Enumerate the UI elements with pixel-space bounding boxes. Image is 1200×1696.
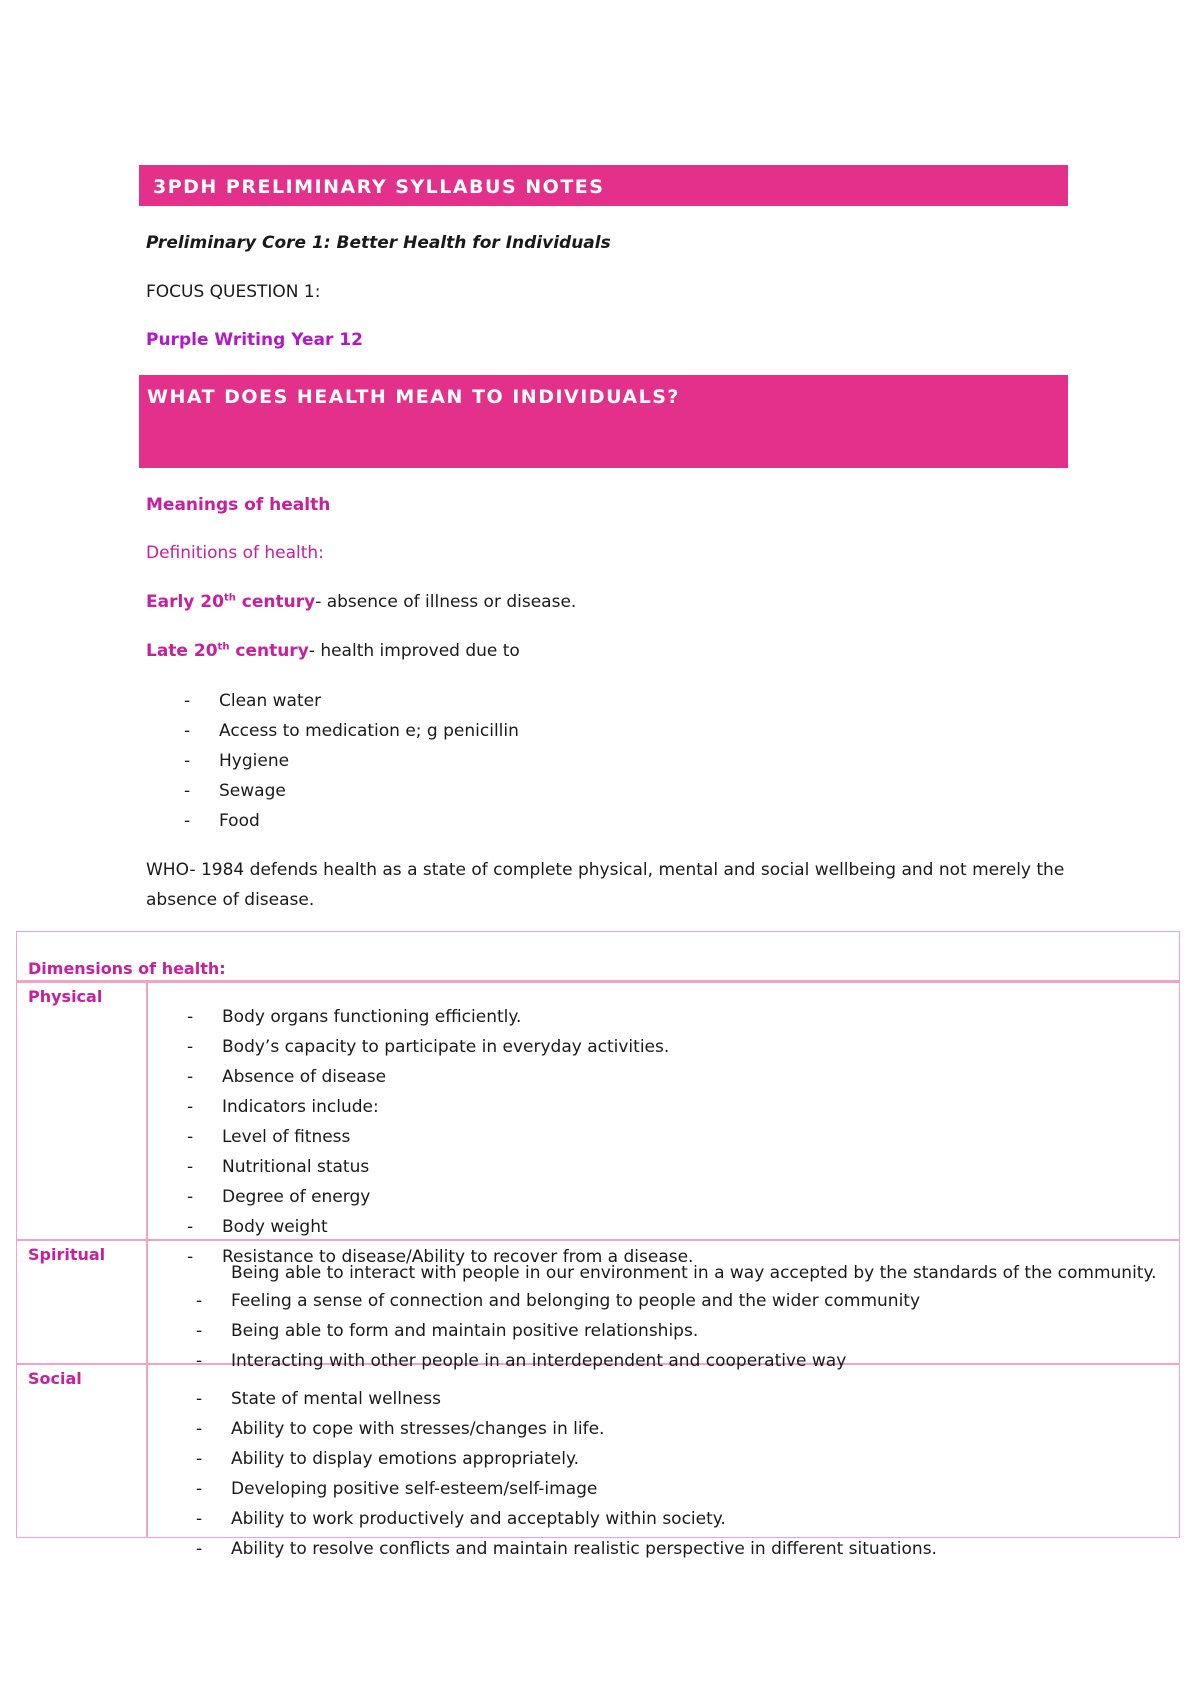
who-definition-line2: absence of disease. [146, 890, 315, 910]
dash-bullet: - [187, 1007, 194, 1027]
list-item [184, 776, 519, 806]
dash-bullet: - [184, 751, 191, 771]
definitions-heading: Definitions of health: [146, 543, 324, 563]
dash-bullet: - [196, 1291, 203, 1311]
late-label-pre: Late 20 [146, 641, 218, 661]
spiritual-lead-text: Being able to interact with people in our environment in a way accepted by the standards of the community. [231, 1263, 1157, 1283]
dash-bullet: - [187, 1187, 194, 1207]
early-label-pre: Early 20 [146, 592, 224, 612]
list-item-text: Body weight [222, 1217, 328, 1237]
dash-bullet: - [196, 1321, 203, 1341]
list-item-text: Interacting with other people in an interdependent and cooperative way [231, 1351, 847, 1371]
list-item [187, 1182, 693, 1212]
dash-bullet: - [196, 1479, 203, 1499]
physical-list [187, 1002, 694, 1272]
table-divider [17, 980, 1179, 983]
meanings-heading: Meanings of health [146, 495, 331, 515]
early-century-text: - absence of illness or disease. [315, 592, 577, 612]
dash-bullet: - [187, 1037, 194, 1057]
dimensions-table [16, 931, 1180, 1559]
early-label-sup: th [223, 592, 236, 604]
dash-bullet: - [196, 1449, 203, 1469]
early-century-label [146, 592, 315, 612]
list-item [187, 1062, 693, 1092]
dash-bullet: - [196, 1509, 203, 1529]
list-item-text: State of mental wellness [231, 1389, 441, 1409]
header-banner: 3PDH PRELIMINARY SYLLABUS NOTES [139, 165, 1068, 206]
table-heading: Dimensions of health: [28, 959, 226, 978]
list-item-text: Degree of energy [222, 1187, 371, 1207]
late-label-sup: th [217, 641, 230, 653]
list-item [187, 1092, 693, 1122]
table-column-divider [146, 982, 148, 1537]
dash-bullet: - [187, 1097, 194, 1117]
early-century-line [146, 592, 576, 612]
dash-bullet: - [196, 1351, 203, 1371]
row-label-social: Social [28, 1369, 82, 1388]
list-item [196, 1444, 937, 1474]
dash-bullet: - [196, 1419, 203, 1439]
list-item [196, 1346, 920, 1376]
list-item-text: Ability to cope with stresses/changes in life. [231, 1419, 605, 1439]
dash-bullet: - [196, 1389, 203, 1409]
list-item [196, 1534, 937, 1564]
purple-note: Purple Writing Year 12 [146, 330, 363, 350]
who-definition-line1: WHO- 1984 defends health as a state of complete physical, mental and social wellbeing and not merely the [146, 860, 1065, 880]
dash-bullet: - [187, 1127, 194, 1147]
list-item-text: Access to medication e; g penicillin [219, 721, 519, 741]
list-item [187, 1002, 693, 1032]
list-item [187, 1152, 693, 1182]
list-item [184, 746, 519, 776]
late-century-label [146, 641, 309, 661]
list-item [187, 1122, 693, 1152]
dash-bullet: - [187, 1247, 194, 1267]
list-item-text: Food [219, 811, 260, 831]
list-item [196, 1504, 937, 1534]
list-item-text: Nutritional status [222, 1157, 370, 1177]
list-item-text: Ability to display emotions appropriately. [231, 1449, 580, 1469]
row-label-physical: Physical [28, 987, 103, 1006]
row-label-spiritual: Spiritual [28, 1245, 106, 1264]
dash-bullet: - [184, 811, 191, 831]
dash-bullet: - [184, 721, 191, 741]
focus-question: FOCUS QUESTION 1: [146, 282, 321, 302]
dash-bullet: - [184, 691, 191, 711]
list-item-text: Body’s capacity to participate in everyday activities. [222, 1037, 670, 1057]
spiritual-list [196, 1286, 921, 1376]
dash-bullet: - [184, 781, 191, 801]
list-item-text: Absence of disease [222, 1067, 387, 1087]
list-item [196, 1286, 921, 1316]
late-century-line [146, 641, 520, 661]
list-item [184, 716, 519, 746]
list-item [196, 1316, 920, 1346]
late-century-text: - health improved due to [308, 641, 520, 661]
list-item-text: Hygiene [219, 751, 290, 771]
list-item [196, 1384, 937, 1414]
late-label-post: century [229, 641, 309, 661]
dash-bullet: - [187, 1067, 194, 1087]
section-banner: WHAT DOES HEALTH MEAN TO INDIVIDUALS? [139, 375, 1068, 468]
list-item [196, 1474, 937, 1504]
core-title: Preliminary Core 1: Better Health for Individuals [146, 233, 611, 253]
list-item-text: Being able to form and maintain positive relationships. [231, 1321, 699, 1341]
list-item-text: Body organs functioning efficiently. [222, 1007, 522, 1027]
list-item [184, 806, 519, 836]
dash-bullet: - [196, 1539, 203, 1559]
list-item-text: Sewage [219, 781, 286, 801]
dash-bullet: - [187, 1157, 194, 1177]
list-item-text: Clean water [219, 691, 322, 711]
list-item [196, 1414, 937, 1444]
dash-bullet: - [187, 1217, 194, 1237]
list-item-text: Ability to work productively and acceptably within society. [231, 1509, 726, 1529]
social-list [196, 1384, 937, 1564]
early-label-post: century [235, 592, 316, 612]
late-century-list [184, 686, 519, 836]
list-item-text: Developing positive self-esteem/self-image [231, 1479, 598, 1499]
list-item-text: Resistance to disease/Ability to recover from a disease. [222, 1247, 694, 1267]
list-item [187, 1032, 693, 1062]
list-item-text: Feeling a sense of connection and belonging to people and the wider community [231, 1291, 921, 1311]
list-item-text: Level of fitness [222, 1127, 351, 1147]
list-item-text: Indicators include: [222, 1097, 379, 1117]
list-item [184, 686, 519, 716]
list-item [187, 1212, 693, 1242]
list-item-text: Ability to resolve conflicts and maintain realistic perspective in different situations. [231, 1539, 937, 1559]
